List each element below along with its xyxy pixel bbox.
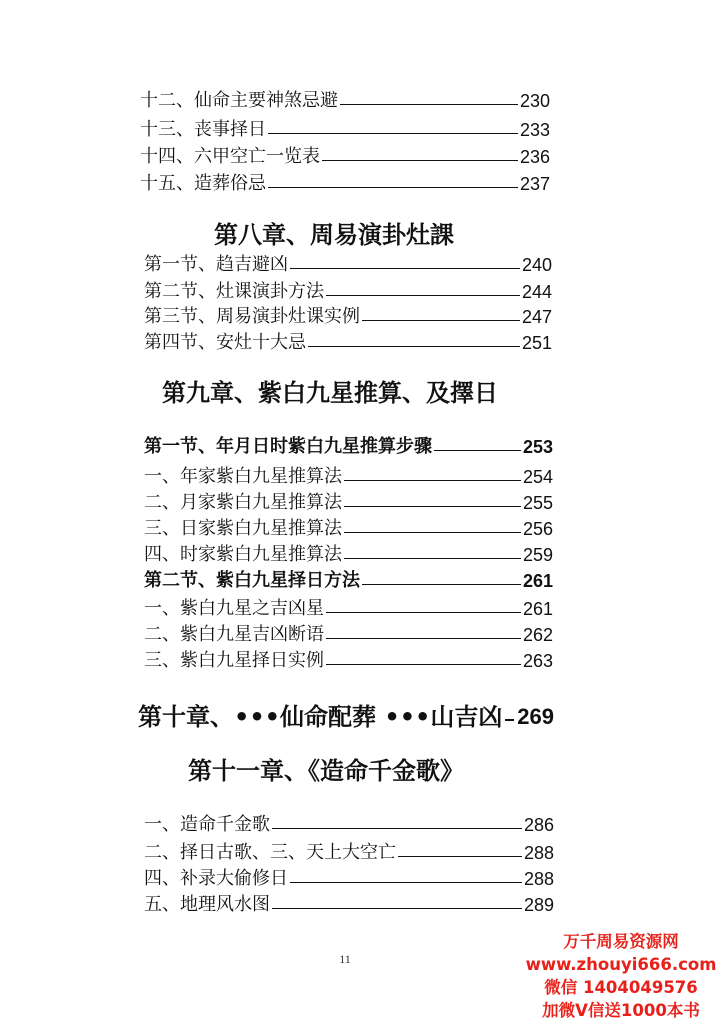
- chapter-heading: 第十一章、《造命千金歌》: [188, 757, 464, 785]
- dot-leader: [326, 664, 521, 665]
- toc-entry-page: 286: [523, 815, 554, 835]
- watermark-line: 万千周易资源网: [563, 932, 679, 951]
- toc-section-entry: [144, 436, 553, 458]
- dot-leader: [308, 346, 520, 347]
- toc-entry-page: 289: [523, 895, 554, 915]
- toc-entry-page: 247: [521, 307, 552, 327]
- chapter-heading: 第九章、紫白九星推算、及擇日: [162, 379, 498, 407]
- toc-entry-label: 十四、六甲空亡一览表: [140, 146, 320, 167]
- toc-entry-label: 第三节、周易演卦灶课实例: [144, 306, 360, 327]
- toc-entry-label: 十二、仙命主要神煞忌避: [140, 90, 338, 111]
- watermark-line: 微信 1404049576: [544, 978, 698, 997]
- toc-entry-page: 244: [521, 282, 552, 302]
- dot-leader: [362, 320, 520, 321]
- toc-entry: [144, 518, 553, 540]
- toc-entry: [144, 894, 554, 916]
- toc-entry: [144, 650, 553, 672]
- dot-leader: [290, 882, 522, 883]
- toc-entry: [140, 119, 550, 141]
- toc-entry: [144, 306, 552, 328]
- dot-leader: [268, 187, 518, 188]
- dot-leader: [268, 133, 518, 134]
- toc-entry-page: 230: [519, 91, 550, 111]
- dot-leader: [326, 638, 521, 639]
- chapter-heading: 第十章、•••仙命配葬 •••山吉凶: [138, 703, 503, 731]
- toc-entry-page: 237: [519, 174, 550, 194]
- dot-leader: [398, 856, 522, 857]
- toc-entry-page: 288: [523, 869, 554, 889]
- dot-leader: [322, 160, 518, 161]
- toc-entry-label: 二、择日古歌、三、天上大空亡: [144, 842, 396, 863]
- toc-entry: [144, 254, 552, 276]
- dot-leader: [272, 828, 522, 829]
- dot-leader: [340, 104, 518, 105]
- dot-leader: [344, 558, 521, 559]
- toc-entry-label: 第二节、灶课演卦方法: [144, 281, 324, 302]
- dot-leader: [344, 506, 521, 507]
- toc-entry-page: 256: [522, 519, 553, 539]
- watermark-line: 加微V信送1000本书: [542, 1001, 700, 1020]
- toc-entry: [144, 624, 553, 646]
- chapter-entry: [138, 702, 554, 732]
- page-number: 11: [339, 952, 351, 966]
- dot-leader: [272, 908, 522, 909]
- toc-entry-label: 第一节、年月日时紫白九星推算步骤: [144, 436, 432, 457]
- toc-entry-label: 二、月家紫白九星推算法: [144, 492, 342, 513]
- watermark: [518, 930, 724, 1022]
- toc-entry-page: 261: [522, 599, 553, 619]
- toc-entry-label: 一、造命千金歌: [144, 814, 270, 835]
- toc-entry: [140, 173, 550, 195]
- toc-entry-label: 十三、丧事择日: [140, 119, 266, 140]
- toc-entry: [140, 90, 550, 112]
- toc-entry: [144, 598, 553, 620]
- toc-entry-page: 254: [522, 467, 553, 487]
- toc-entry-label: 第二节、紫白九星择日方法: [144, 570, 360, 591]
- toc-entry-label: 一、年家紫白九星推算法: [144, 466, 342, 487]
- toc-entry: [144, 868, 554, 890]
- toc-entry-label: 第四节、安灶十大忌: [144, 332, 306, 353]
- toc-entry-label: 四、补录大偷修日: [144, 868, 288, 889]
- toc-entry: [144, 492, 553, 514]
- toc-section-entry: [144, 570, 553, 592]
- toc-entry-page: 240: [521, 255, 552, 275]
- toc-entry-page: 251: [521, 333, 552, 353]
- dot-leader: [326, 295, 520, 296]
- toc-entry: [144, 842, 554, 864]
- toc-entry: [144, 814, 554, 836]
- dot-leader: [344, 480, 521, 481]
- dot-leader: [362, 584, 521, 585]
- toc-entry-label: 三、紫白九星择日实例: [144, 650, 324, 671]
- toc-entry-page: 269: [517, 704, 554, 729]
- watermark-line: www.zhouyi666.com: [525, 955, 717, 974]
- toc-entry-page: 255: [522, 493, 553, 513]
- toc-entry: [144, 544, 553, 566]
- toc-entry-page: 259: [522, 545, 553, 565]
- toc-entry-label: 三、日家紫白九星推算法: [144, 518, 342, 539]
- dot-leader: [344, 532, 521, 533]
- toc-entry-page: 261: [522, 571, 553, 591]
- toc-entry: [144, 332, 552, 354]
- toc-entry-page: 236: [519, 147, 550, 167]
- toc-entry-page: 262: [522, 625, 553, 645]
- toc-entry-label: 四、时家紫白九星推算法: [144, 544, 342, 565]
- toc-entry-label: 五、地理风水图: [144, 894, 270, 915]
- toc-entry: [140, 146, 550, 168]
- dot-leader: [326, 612, 521, 613]
- dot-leader: [505, 719, 514, 721]
- toc-entry-label: 一、紫白九星之吉凶星: [144, 598, 324, 619]
- dot-leader: [290, 268, 520, 269]
- chapter-heading: 第八章、周易演卦灶課: [214, 221, 454, 249]
- toc-entry: [144, 466, 553, 488]
- toc-entry: [144, 281, 552, 303]
- toc-entry-label: 二、紫白九星吉凶断语: [144, 624, 324, 645]
- toc-entry-page: 263: [522, 651, 553, 671]
- toc-entry-label: 第一节、趋吉避凶: [144, 254, 288, 275]
- toc-entry-label: 十五、造葬俗忌: [140, 173, 266, 194]
- toc-entry-page: 253: [522, 437, 553, 457]
- toc-entry-page: 233: [519, 120, 550, 140]
- toc-entry-page: 288: [523, 843, 554, 863]
- dot-leader: [434, 450, 521, 451]
